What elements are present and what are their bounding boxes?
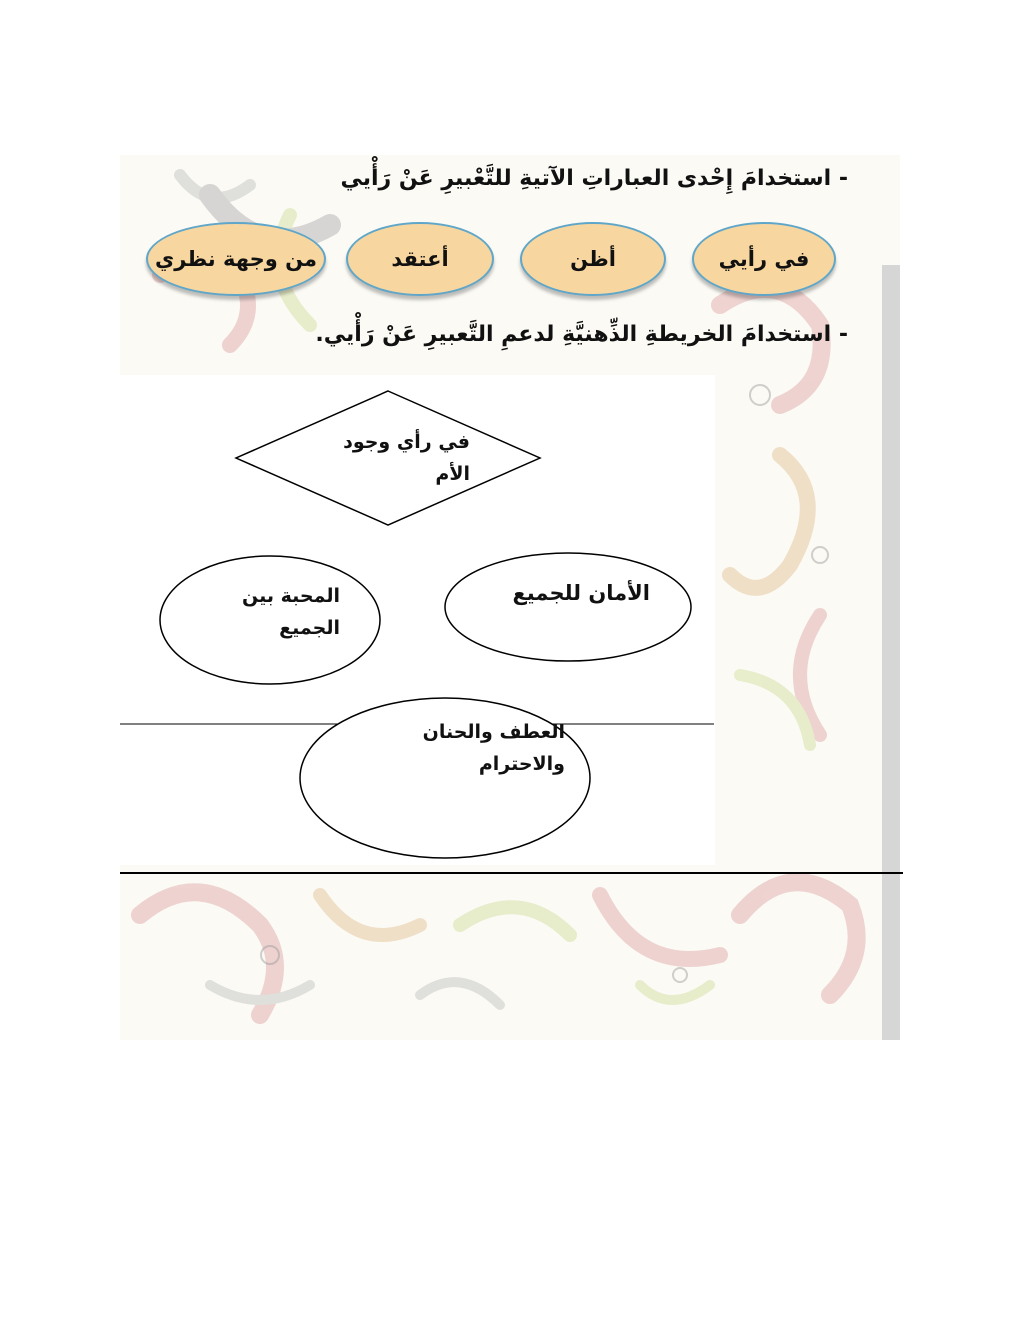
branch-right-text: الأمان للجميع xyxy=(512,581,650,605)
center-text xyxy=(300,426,470,490)
branch-left-line1: المحبة بين xyxy=(242,585,340,607)
branch-bottom-line2: والاحترام xyxy=(478,753,565,775)
phrase-label: أظن xyxy=(570,247,616,271)
phrase-label: أعتقد xyxy=(391,247,449,271)
branch-bottom-line1: العطف والحنان xyxy=(422,721,565,743)
branch-left-text xyxy=(200,580,340,644)
center-text-line1: في رأي وجود xyxy=(343,431,470,453)
branch-bottom-text xyxy=(390,716,565,780)
phrase-label: من وجهة نظري xyxy=(155,247,317,271)
bottom-rule xyxy=(120,872,903,874)
phrase-label: في رأيي xyxy=(718,247,810,271)
instruction-use-phrases: - استخدامَ إِحْدى العباراتِ الآتيةِ للتَّعْبيرِ عَنْ رَأْيي xyxy=(340,166,848,191)
center-text-line2: الأم xyxy=(435,463,470,485)
branch-left-line2: الجميع xyxy=(279,617,340,639)
instruction-use-mind-map: - استخدامَ الخريطةِ الذِّهنيَّةِ لدعمِ التَّعبيرِ عَنْ رَأْيي. xyxy=(315,322,848,347)
